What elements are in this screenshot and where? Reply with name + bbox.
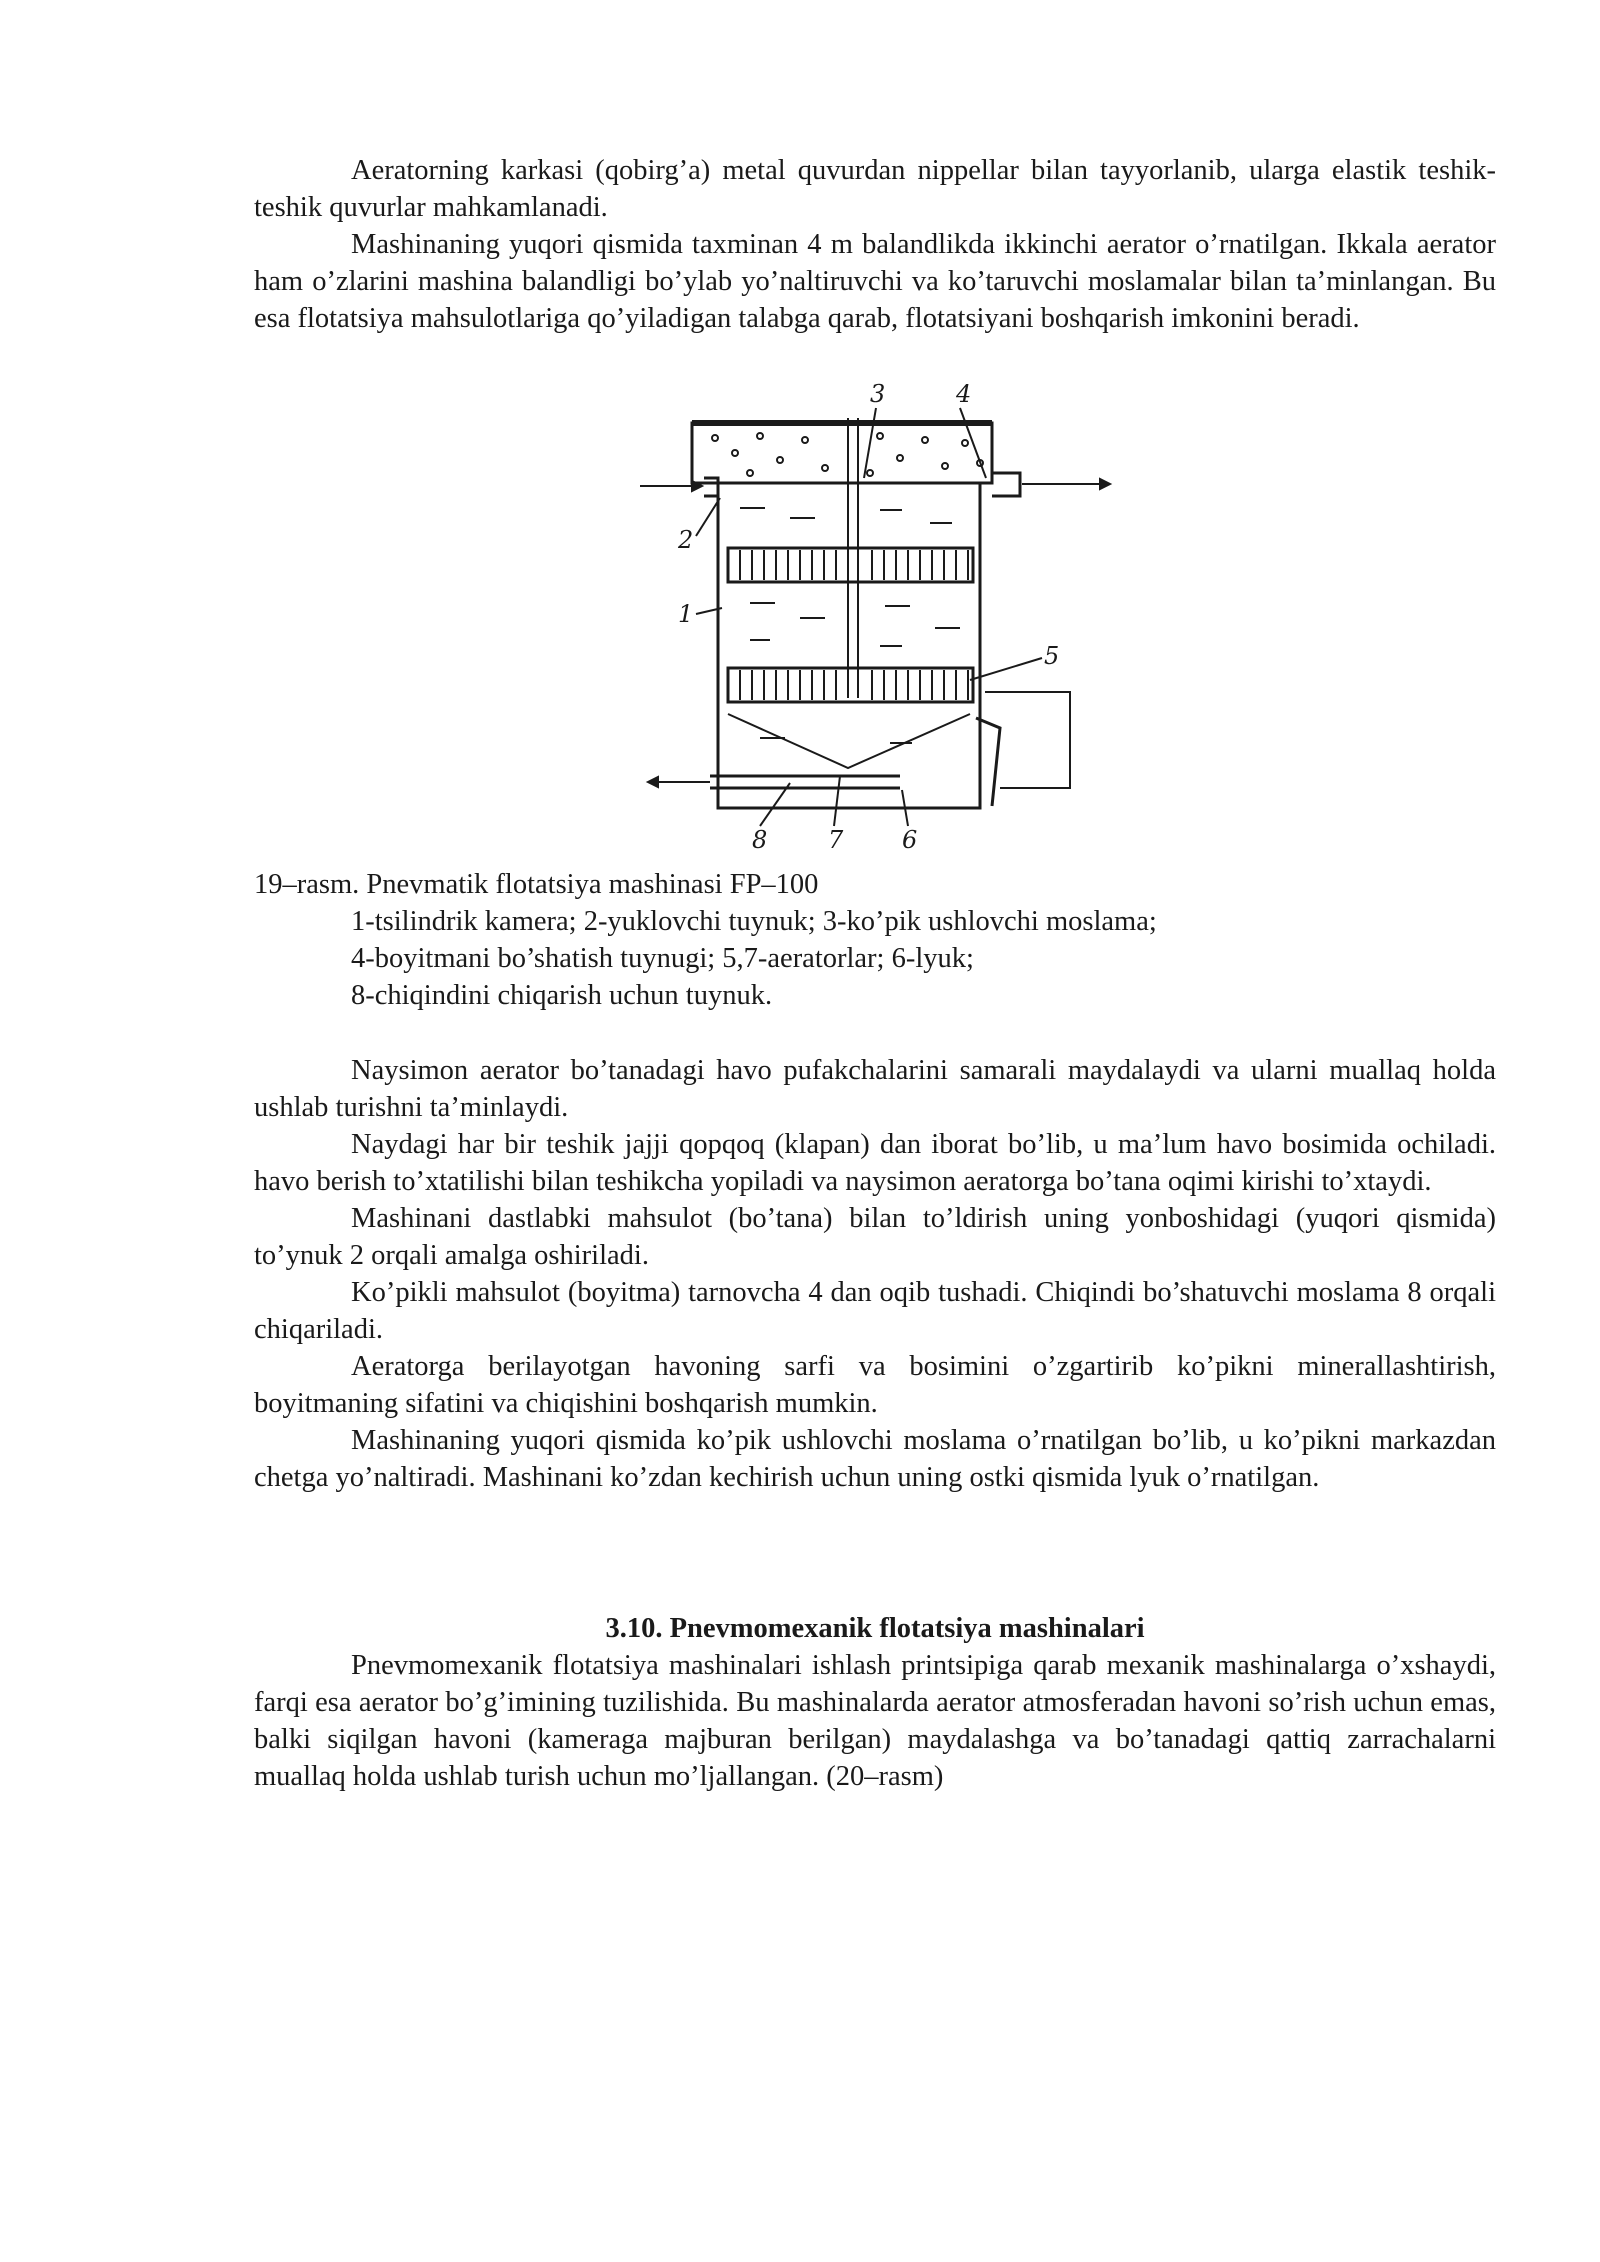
paragraph: Naysimon aerator bo’tanadagi havo pufakchalarini samarali maydalaydi va ularni muallaq holda ushlab turishni ta’minlaydi. xyxy=(254,1055,1496,1123)
section-text xyxy=(254,1647,1496,1795)
caption-line: 1-tsilindrik kamera; 2-yuklovchi tuynuk; 3-ko’pik ushlovchi moslama; xyxy=(351,906,1157,937)
label-6: 6 xyxy=(902,826,918,854)
paragraph: Aeratorga berilayotgan havoning sarfi va bosimini o’zgartirib ko’pikni minerallashtirish, boyitmaning sifatini va chiqishini boshqarish mumkin. xyxy=(254,1351,1496,1419)
paragraph: Ko’pikli mahsulot (boyitma) tarnovcha 4 dan oqib tushadi. Chiqindi bo’shatuvchi moslama 8 orqali chiqariladi. xyxy=(254,1277,1496,1345)
concentrate-outlet xyxy=(992,473,1020,496)
paragraph: Pnevmomexanik flotatsiya mashinalari ishlash printsipiga qarab mexanik mashinalarga o’xshaydi, farqi esa aerator bo’g’imining tuzilishida. Bu mashinalarda aerator atmosferadan havoni so’rish uchun emas, balki siqilgan havoni (kameraga majburan berilgan) maydalashga va bo’tanadagi qattiq zarrachalarni muallaq holda ushlab turish uchun mo’ljallangan. (20–rasm) xyxy=(254,1650,1496,1792)
label-4: 4 xyxy=(956,380,972,408)
caption-line: 8-chiqindini chiqarish uchun tuynuk. xyxy=(351,980,773,1011)
label-2: 2 xyxy=(678,526,694,554)
flotation-machine-diagram xyxy=(640,378,1120,856)
label-1: 1 xyxy=(678,600,694,628)
label-7: 7 xyxy=(828,826,844,854)
paragraph: Aeratorning karkasi (qobirg’a) metal quvurdan nippellar bilan tayyorlanib, ularga elastik teshik-teshik quvurlar mahkamlanadi. xyxy=(254,155,1496,223)
figure-flotation-machine xyxy=(640,378,1120,856)
label-3: 3 xyxy=(870,380,886,408)
feed-inlet xyxy=(704,478,718,496)
paragraph: Mashinani dastlabki mahsulot (bo’tana) bilan to’ldirish uning yonboshidagi (yuqori qismida) to’ynuk 2 orqali amalga oshiriladi. xyxy=(254,1203,1496,1271)
caption-line: 4-boyitmani bo’shatish tuynugi; 5,7-aeratorlar; 6-lyuk; xyxy=(351,943,974,974)
paragraph: Mashinaning yuqori qismida taxminan 4 m balandlikda ikkinchi aerator o’rnatilgan. Ikkala aerator ham o’zlarini mashina balandligi bo’ylab yo’naltiruvchi va ko’taruvchi moslamalar bilan ta’minlangan. Bu esa flotatsiya mahsulotlariga qo’yiladigan talabga qarab, flotatsiyani boshqarish imkonini beradi. xyxy=(254,229,1496,334)
intro-text xyxy=(254,152,1496,337)
caption-title: 19–rasm. Pnevmatik flotatsiya mashinasi FP–100 xyxy=(254,869,819,900)
body-text xyxy=(254,1052,1496,1496)
figure-caption xyxy=(254,866,1496,1014)
label-5: 5 xyxy=(1044,642,1060,670)
label-8: 8 xyxy=(752,826,768,854)
section-heading: 3.10. Pnevmomexanik flotatsiya mashinalari xyxy=(605,1613,1145,1644)
paragraph: Naydagi har bir teshik jajji qopqoq (klapan) dan iborat bo’lib, u ma’lum havo bosimida ochiladi. havo berish to’xtatilishi bilan teshikcha yopiladi va naysimon aeratorga bo’tana oqimi kirishi to’xtaydi. xyxy=(254,1129,1496,1197)
paragraph: Mashinaning yuqori qismida ko’pik ushlovchi moslama o’rnatilgan bo’lib, u ko’pikni markazdan chetga yo’naltiradi. Mashinani ko’zdan kechirish uchun uning ostki qismida lyuk o’rnatilgan. xyxy=(254,1425,1496,1493)
